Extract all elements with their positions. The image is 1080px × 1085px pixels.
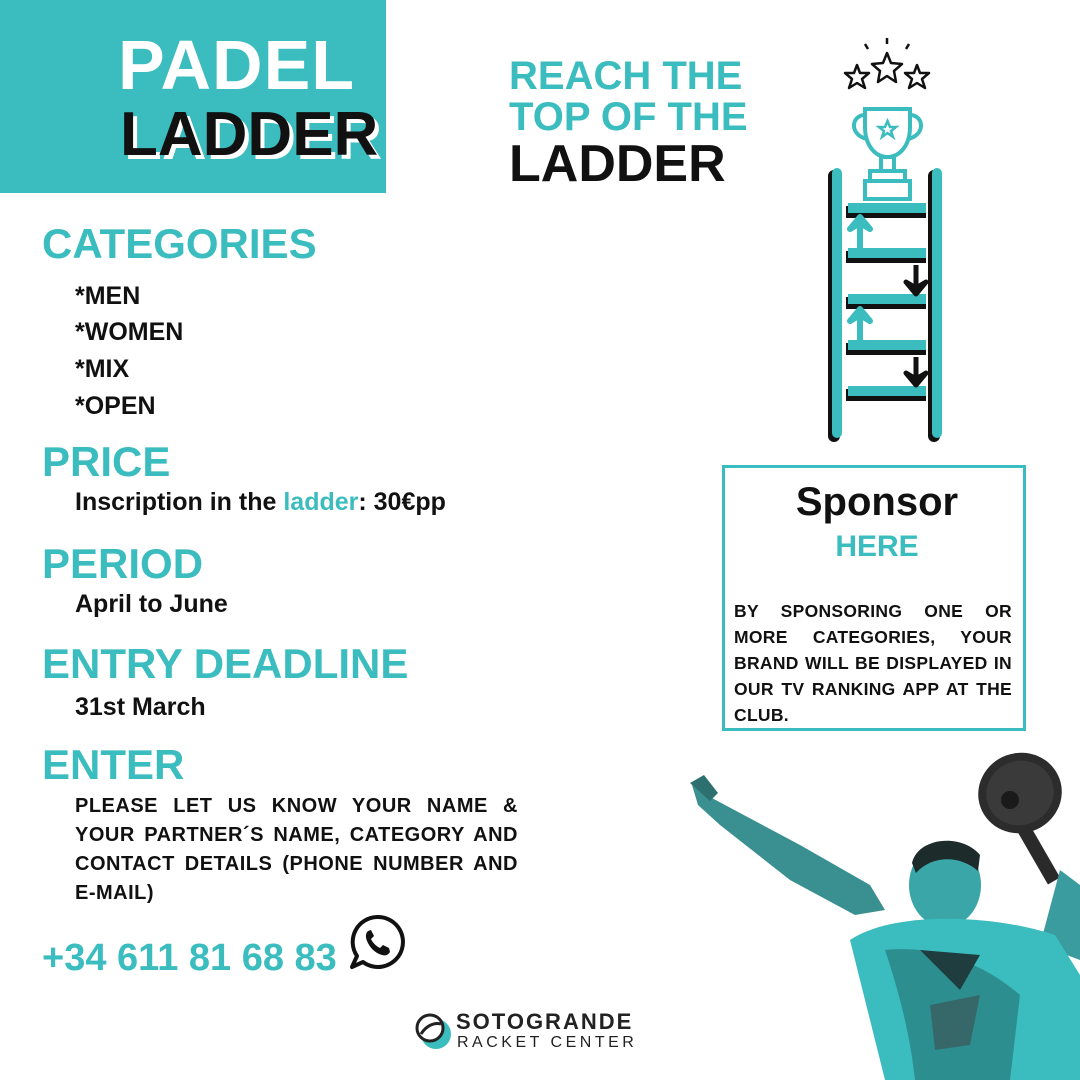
racket-center-logo-icon [414,1012,452,1050]
tagline-line-2: TOP OF THE [509,95,748,139]
category-item: *MIX [75,355,130,383]
title-ladder: LADDER [120,100,379,169]
stars-icon [832,35,942,105]
period-text: April to June [75,590,228,618]
sponsor-title: Sponsor [795,480,959,524]
price-suffix: : 30€pp [358,488,446,516]
whatsapp-icon[interactable] [347,912,407,972]
logo-name: SOTOGRANDE [456,1009,634,1034]
period-heading: PERIOD [42,540,204,587]
tagline-line-3: LADDER [509,135,726,193]
price-highlight: ladder [283,488,359,516]
price-text [75,487,446,517]
deadline-heading: ENTRY DEADLINE [42,640,409,687]
price-heading: PRICE [42,438,171,485]
category-item: *OPEN [75,392,156,420]
deadline-text: 31st March [75,693,206,721]
categories-heading: CATEGORIES [42,220,317,267]
phone-number[interactable]: +34 611 81 68 83 [42,937,337,979]
sponsor-here: HERE [835,530,919,563]
tagline-line-1: REACH THE [509,54,743,98]
enter-heading: ENTER [42,741,185,788]
enter-instructions: PLEASE LET US KNOW YOUR NAME & YOUR PARTNER´S NAME, CATEGORY AND CONTACT DETAILS (PHONE NUMBER AND E-MAIL) [75,795,518,904]
logo-subtitle: RACKET CENTER [457,1034,638,1051]
category-item: *MEN [75,282,141,310]
sponsor-description: BY SPONSORING ONE OR MORE CATEGORIES, YOUR BRAND WILL BE DISPLAYED IN OUR TV RANKING APP AT THE CLUB. [734,601,1012,725]
title-padel: PADEL [118,26,356,104]
price-prefix: Inscription in the [75,488,284,516]
padel-player-image [680,745,1080,1080]
ladder-illustration [820,165,950,445]
category-item: *WOMEN [75,318,184,346]
